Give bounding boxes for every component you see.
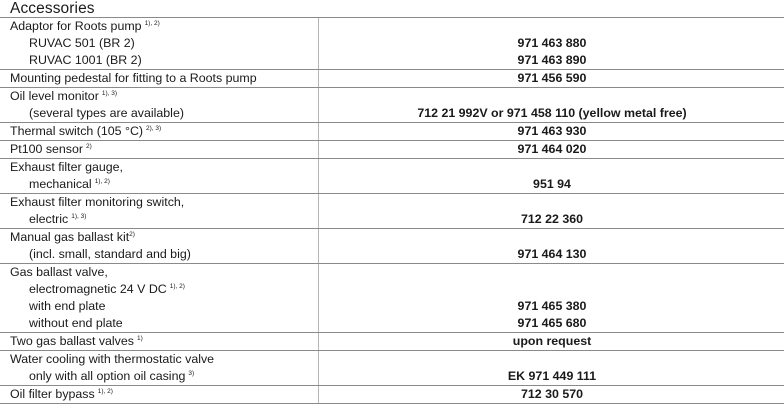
row-line xyxy=(0,88,784,105)
row-line xyxy=(0,333,784,350)
row-line xyxy=(0,176,784,193)
description-text: with end plate xyxy=(29,299,106,313)
description-text: Gas ballast valve, xyxy=(10,265,108,279)
row-line xyxy=(0,315,784,332)
row-line xyxy=(0,281,784,298)
description-text: Water cooling with thermostatic valve xyxy=(10,352,215,366)
row-line xyxy=(0,70,784,87)
description-text: only with all option oil casing xyxy=(29,369,186,383)
description-text: electromagnetic 24 V DC xyxy=(29,282,167,296)
table-row xyxy=(0,228,784,263)
description-cell xyxy=(29,211,86,228)
description-text: RUVAC 1001 (BR 2) xyxy=(29,53,142,67)
description-cell xyxy=(29,368,194,385)
order-number-cell: upon request xyxy=(512,334,592,348)
table-row xyxy=(0,332,784,350)
description-text: Oil level monitor xyxy=(10,89,99,103)
footnote-marker: 2) xyxy=(129,231,135,238)
footnote-marker: 1), 3) xyxy=(101,90,117,97)
description-cell xyxy=(10,70,257,87)
row-line xyxy=(0,123,784,140)
row-line xyxy=(0,386,784,403)
order-number-cell: 971 463 880 xyxy=(517,36,587,50)
description-cell xyxy=(29,298,105,315)
footnote-marker: 2) xyxy=(86,143,92,150)
description-cell xyxy=(10,229,135,246)
description-text: Exhaust filter gauge, xyxy=(10,160,123,174)
table-row xyxy=(0,350,784,385)
order-number-cell: 712 22 360 xyxy=(520,212,583,226)
table-row xyxy=(0,158,784,193)
table-row xyxy=(0,122,784,140)
description-cell xyxy=(29,35,135,52)
description-cell xyxy=(10,386,113,403)
order-number-cell: 971 465 380 xyxy=(517,299,587,313)
order-number-cell: 951 94 xyxy=(533,177,571,191)
description-text: Manual gas ballast kit xyxy=(10,230,130,244)
description-text: Mounting pedestal for fitting to a Roots pump xyxy=(10,71,257,85)
description-cell xyxy=(29,176,110,193)
table-row xyxy=(0,385,784,404)
row-line xyxy=(0,264,784,281)
description-cell xyxy=(29,281,185,298)
description-cell xyxy=(29,105,184,122)
row-line xyxy=(0,298,784,315)
row-line xyxy=(0,52,784,69)
description-text: Exhaust filter monitoring switch, xyxy=(10,195,185,209)
description-cell xyxy=(29,246,191,263)
description-text: Adaptor for Roots pump xyxy=(10,19,142,33)
order-number-cell: 712 21 992V or 971 458 110 (yellow metal free) xyxy=(417,106,687,120)
accessories-table xyxy=(0,17,784,404)
description-cell xyxy=(29,315,123,332)
row-line xyxy=(0,18,784,35)
footnote-marker: 1) xyxy=(136,335,143,342)
description-cell xyxy=(10,159,123,176)
description-text: (several types are available) xyxy=(29,106,184,120)
row-line xyxy=(0,351,784,368)
footnote-marker: 2), 3) xyxy=(146,125,162,132)
description-cell xyxy=(10,264,108,281)
row-line xyxy=(0,35,784,52)
description-text: Two gas ballast valves xyxy=(10,334,134,348)
description-text: RUVAC 501 (BR 2) xyxy=(29,36,135,50)
table-row xyxy=(0,87,784,122)
description-text: (incl. small, standard and big) xyxy=(29,247,191,261)
table-row xyxy=(0,140,784,158)
table-row xyxy=(0,17,784,69)
order-number-cell: 971 464 130 xyxy=(517,247,587,261)
footnote-marker: 1), 2) xyxy=(94,178,110,185)
order-number-cell: 971 465 680 xyxy=(517,316,587,330)
description-cell xyxy=(10,333,143,350)
order-number-cell: 971 456 590 xyxy=(517,71,587,85)
row-line xyxy=(0,211,784,228)
footnote-marker: 1), 2) xyxy=(169,283,185,290)
row-line xyxy=(0,159,784,176)
description-text: mechanical xyxy=(29,177,92,191)
description-text: Oil filter bypass xyxy=(10,387,95,401)
description-cell xyxy=(10,351,214,368)
table-row xyxy=(0,69,784,87)
order-number-cell: 712 30 570 xyxy=(520,387,583,401)
description-cell xyxy=(10,194,184,211)
footnote-marker: 3) xyxy=(188,370,195,377)
order-number-cell: EK 971 449 111 xyxy=(507,369,597,383)
order-number-cell: 971 463 930 xyxy=(517,124,587,138)
table-row xyxy=(0,263,784,332)
row-line xyxy=(0,368,784,385)
description-cell xyxy=(10,123,161,140)
row-line xyxy=(0,246,784,263)
table-row xyxy=(0,193,784,228)
description-cell xyxy=(29,52,142,69)
row-line xyxy=(0,141,784,158)
row-line xyxy=(0,229,784,246)
description-text: without end plate xyxy=(29,316,123,330)
order-number-cell: 971 464 020 xyxy=(517,142,587,156)
description-text: Pt100 sensor xyxy=(10,142,84,156)
footnote-marker: 1), 2) xyxy=(144,20,160,27)
description-text: Thermal switch (105 °C) xyxy=(10,124,144,138)
order-number-cell: 971 463 890 xyxy=(517,53,587,67)
description-cell xyxy=(10,18,160,35)
footnote-marker: 1), 2) xyxy=(97,388,113,395)
row-line xyxy=(0,194,784,211)
description-cell xyxy=(10,141,92,158)
row-line xyxy=(0,105,784,122)
description-cell xyxy=(10,88,117,105)
page-title: Accessories xyxy=(10,0,95,17)
description-text: electric xyxy=(29,212,69,226)
footnote-marker: 1), 3) xyxy=(71,213,87,220)
